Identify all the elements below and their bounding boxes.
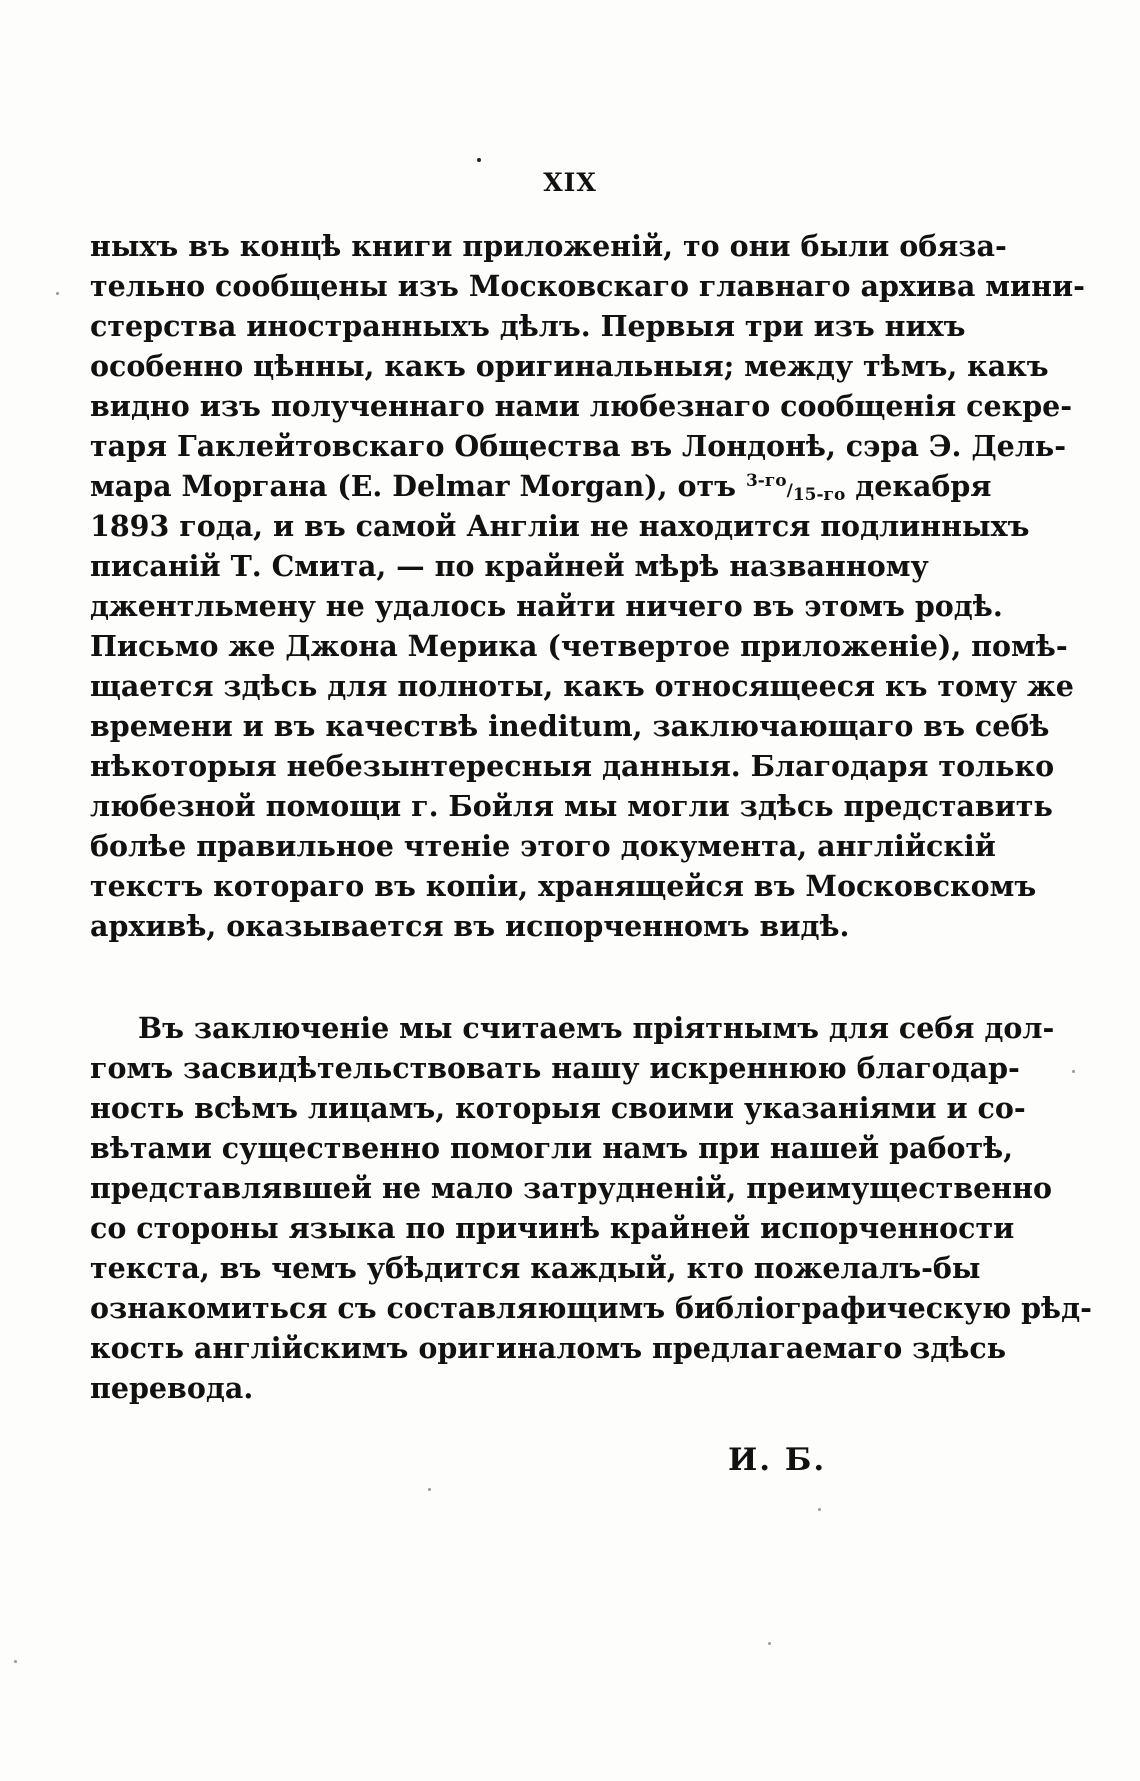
fraction-slash: / [786, 481, 793, 501]
text-line: текста, въ чемъ убѣдится каждый, кто пожелалъ-бы [90, 1251, 981, 1285]
text-line: 1893 года, и въ самой Англiи не находится подлинныхъ [90, 509, 1030, 543]
scan-speck [56, 292, 59, 295]
text-line: писанiй Т. Смита, — по крайней мѣрѣ названному [90, 549, 929, 583]
page-number: XIX [543, 168, 597, 197]
text-line: представлявшей не мало затрудненiй, преимущественно [90, 1171, 1052, 1205]
fraction-numerator: 3-го [745, 471, 787, 491]
text-line: кость англiйскимъ оригиналомъ предлагаемаго здѣсь [90, 1331, 1007, 1365]
scan-speck [14, 1660, 17, 1663]
author-signature: И. Б. [728, 1442, 827, 1478]
fraction-denominator: 15-го [792, 485, 846, 505]
text-line: Письмо же Джона Мерика (четвертое приложенiе), помѣ- [90, 629, 1068, 663]
text-line: времени и въ качествѣ ineditum, заключающаго въ себѣ [90, 709, 1050, 743]
text-line: особенно цѣнны, какъ оригинальныя; между тѣмъ, какъ [90, 349, 1049, 383]
text-line: ныхъ въ концѣ книги приложенiй, то они были обяза- [90, 229, 1007, 263]
text-line: ознакомиться съ составляющимъ библiографическую рѣд- [90, 1291, 1092, 1325]
scan-speck [768, 1642, 771, 1645]
text-line: таря Гаклейтовскаго Общества въ Лондонѣ, сэра Э. Дель- [90, 429, 1067, 463]
text-line: нѣкоторыя небезынтересныя данныя. Благодаря только [90, 749, 1055, 783]
text-line: любезной помощи г. Бойля мы могли здѣсь представить [90, 789, 1053, 823]
text-line: стерства иностранныхъ дѣлъ. Первыя три изъ нихъ [90, 309, 966, 343]
ink-dot [477, 158, 481, 162]
text-line: болѣе правильное чтенiе этого документа, англiйскiй [90, 829, 996, 863]
date-fraction [746, 471, 845, 505]
text-line: тельно сообщены изъ Московскаго главнаго архива мини- [90, 269, 1085, 303]
text-line: гомъ засвидѣтельствовать нашу искреннюю благодар- [90, 1051, 1020, 1085]
text-line: щается здѣсь для полноты, какъ относящееся къ тому же [90, 669, 1074, 703]
text-segment: мара Моргана (E. Delmar Morgan), отъ [90, 469, 746, 503]
scan-speck [1072, 1070, 1075, 1073]
text-line: со стороны языка по причинѣ крайней испорченности [90, 1211, 1015, 1245]
text-line: Въ заключенiе мы считаемъ прiятнымъ для себя дол- [138, 1011, 1055, 1045]
text-line: ность всѣмъ лицамъ, которыя своими указанiями и со- [90, 1091, 1026, 1125]
text-line-with-date [90, 466, 992, 506]
scan-speck [428, 1488, 431, 1491]
text-line: архивѣ, оказывается въ испорченномъ видѣ. [90, 909, 850, 943]
text-line: видно изъ полученнаго нами любезнаго сообщенiя секре- [90, 389, 1073, 423]
text-segment: декабря [845, 469, 992, 503]
text-line: джентльмену не удалось найти ничего въ этомъ родѣ. [90, 589, 1003, 623]
text-line: текстъ котораго въ копiи, хранящейся въ Московскомъ [90, 869, 1037, 903]
scan-speck [818, 1508, 821, 1511]
text-line: вѣтами существенно помогли намъ при нашей работѣ, [90, 1131, 1014, 1165]
text-line: перевода. [90, 1371, 254, 1405]
